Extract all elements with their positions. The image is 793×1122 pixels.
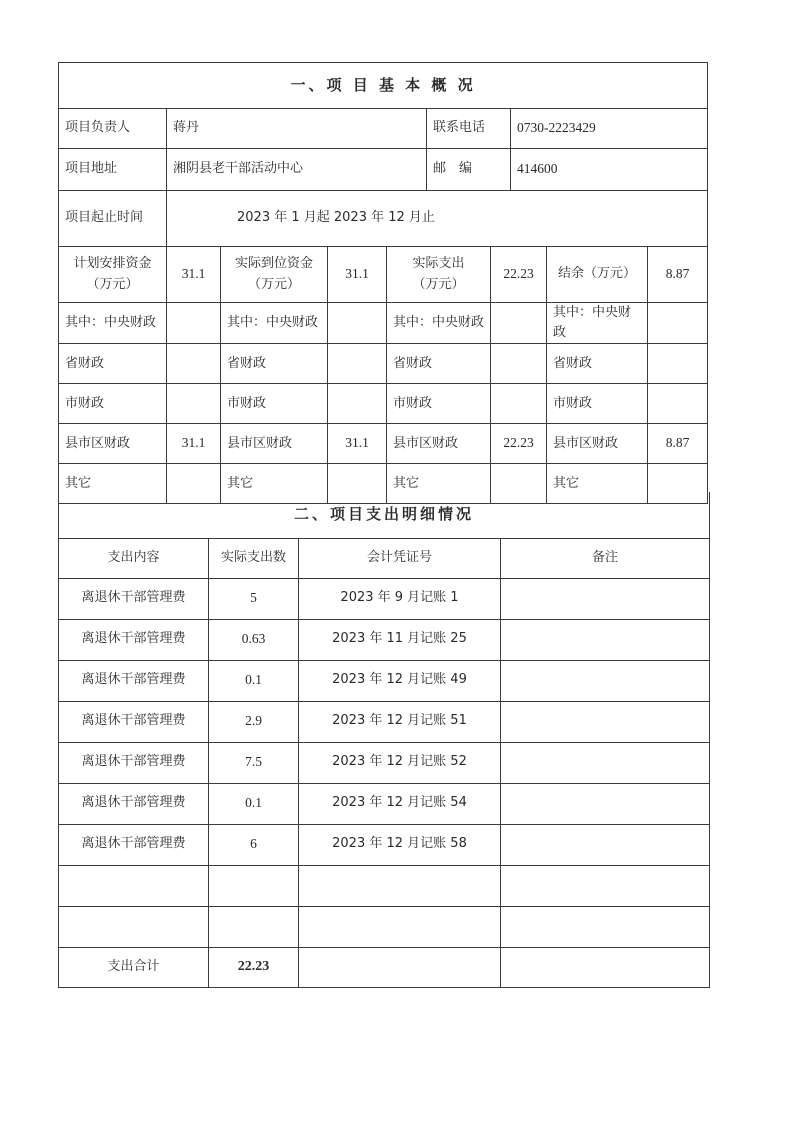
breakdown-arrived	[328, 344, 387, 384]
phone-label: 联系电话	[427, 109, 511, 149]
row-amount	[209, 906, 299, 947]
table-row	[59, 701, 710, 742]
row-amount: 6	[209, 824, 299, 865]
row-voucher: 2023 年 12 月记账 52	[299, 742, 501, 783]
row-content	[59, 906, 209, 947]
planned-funds-label-line1: 计划安排资金	[73, 256, 152, 272]
table-row	[59, 824, 710, 865]
row-content: 离退休干部管理费	[59, 619, 209, 660]
row-amount: 7.5	[209, 742, 299, 783]
breakdown-label: 其它	[59, 464, 167, 504]
breakdown-label: 其它	[387, 464, 491, 504]
breakdown-label: 省财政	[387, 344, 491, 384]
breakdown-label: 省财政	[221, 344, 328, 384]
row-content	[59, 865, 209, 906]
section1-title: 一、项 目 基 本 概 况	[59, 63, 708, 109]
row-voucher: 2023 年 9 月记账 1	[299, 578, 501, 619]
row-amount	[209, 865, 299, 906]
breakdown-label: 市财政	[221, 384, 328, 424]
row-content: 离退休干部管理费	[59, 701, 209, 742]
breakdown-label: 省财政	[547, 344, 648, 384]
breakdown-label: 其中：中央财政	[221, 303, 328, 344]
breakdown-spent	[491, 384, 547, 424]
row-amount: 5	[209, 578, 299, 619]
breakdown-balance: 8.87	[648, 424, 708, 464]
breakdown-label: 市财政	[547, 384, 648, 424]
row-voucher: 2023 年 12 月记账 58	[299, 824, 501, 865]
expenditure-detail-table	[58, 492, 710, 988]
phone-value: 0730-2223429	[511, 109, 708, 149]
zip-label: 邮 编	[427, 149, 511, 191]
table-header-row	[59, 538, 710, 578]
breakdown-balance	[648, 384, 708, 424]
table-row	[59, 865, 710, 906]
breakdown-label: 省财政	[59, 344, 167, 384]
total-label: 支出合计	[59, 947, 209, 987]
row-content: 离退休干部管理费	[59, 660, 209, 701]
row-note	[501, 824, 710, 865]
actual-arrived-label-line2: （万元）	[247, 276, 300, 292]
breakdown-spent	[491, 303, 547, 344]
row-amount: 0.1	[209, 660, 299, 701]
breakdown-label: 县市区财政	[59, 424, 167, 464]
total-value: 22.23	[209, 947, 299, 987]
breakdown-label: 市财政	[59, 384, 167, 424]
breakdown-label: 县市区财政	[387, 424, 491, 464]
breakdown-row	[59, 344, 708, 384]
breakdown-planned	[167, 384, 221, 424]
table-row	[59, 619, 710, 660]
row-amount: 0.63	[209, 619, 299, 660]
breakdown-balance	[648, 344, 708, 384]
row-note	[501, 742, 710, 783]
table-row	[59, 660, 710, 701]
total-voucher-empty	[299, 947, 501, 987]
breakdown-planned	[167, 303, 221, 344]
row-note	[501, 701, 710, 742]
breakdown-spent: 22.23	[491, 424, 547, 464]
header-voucher: 会计凭证号	[299, 538, 501, 578]
row-note	[501, 783, 710, 824]
section2-title: 二、项目支出明细情况	[59, 492, 710, 538]
row-voucher: 2023 年 11 月记账 25	[299, 619, 501, 660]
table-row	[59, 783, 710, 824]
row-note	[501, 578, 710, 619]
header-note: 备注	[501, 538, 710, 578]
row-note	[501, 619, 710, 660]
breakdown-spent	[491, 344, 547, 384]
actual-arrived-label-line1: 实际到位资金	[234, 256, 313, 272]
breakdown-arrived: 31.1	[328, 424, 387, 464]
manager-value: 蒋丹	[167, 109, 427, 149]
row-voucher: 2023 年 12 月记账 54	[299, 783, 501, 824]
row-content: 离退休干部管理费	[59, 742, 209, 783]
breakdown-label: 县市区财政	[221, 424, 328, 464]
actual-spent-label-line2: （万元）	[412, 276, 465, 292]
row-note	[501, 660, 710, 701]
row-content: 离退休干部管理费	[59, 783, 209, 824]
breakdown-label: 市财政	[387, 384, 491, 424]
breakdown-label: 其它	[221, 464, 328, 504]
period-value: 2023 年 1 月起 2023 年 12 月止	[167, 191, 708, 247]
row-content: 离退休干部管理费	[59, 824, 209, 865]
breakdown-planned: 31.1	[167, 424, 221, 464]
row-note	[501, 865, 710, 906]
breakdown-label: 其它	[547, 464, 648, 504]
actual-arrived-value: 31.1	[328, 247, 387, 303]
table-row	[59, 742, 710, 783]
row-voucher	[299, 906, 501, 947]
manager-label: 项目负责人	[59, 109, 167, 149]
actual-spent-label	[387, 247, 491, 303]
actual-arrived-label	[221, 247, 328, 303]
row-amount: 0.1	[209, 783, 299, 824]
balance-value: 8.87	[648, 247, 708, 303]
project-basic-info-table	[58, 62, 708, 504]
total-note-empty	[501, 947, 710, 987]
row-note	[501, 906, 710, 947]
breakdown-row	[59, 384, 708, 424]
breakdown-planned	[167, 344, 221, 384]
address-label: 项目地址	[59, 149, 167, 191]
address-value: 湘阴县老干部活动中心	[167, 149, 427, 191]
balance-label: 结余（万元）	[547, 247, 648, 303]
total-row	[59, 947, 710, 987]
breakdown-row	[59, 424, 708, 464]
header-amount: 实际支出数	[209, 538, 299, 578]
table-row	[59, 578, 710, 619]
breakdown-arrived	[328, 303, 387, 344]
row-content: 离退休干部管理费	[59, 578, 209, 619]
header-content: 支出内容	[59, 538, 209, 578]
actual-spent-value: 22.23	[491, 247, 547, 303]
breakdown-label: 其中：中央财政	[387, 303, 491, 344]
row-amount: 2.9	[209, 701, 299, 742]
planned-funds-value: 31.1	[167, 247, 221, 303]
period-label: 项目起止时间	[59, 191, 167, 247]
table-row	[59, 906, 710, 947]
row-voucher	[299, 865, 501, 906]
row-voucher: 2023 年 12 月记账 51	[299, 701, 501, 742]
row-voucher: 2023 年 12 月记账 49	[299, 660, 501, 701]
breakdown-label: 其中：中央财政	[59, 303, 167, 344]
breakdown-label: 县市区财政	[547, 424, 648, 464]
planned-funds-label-line2: （万元）	[86, 276, 139, 292]
breakdown-balance	[648, 303, 708, 344]
breakdown-row	[59, 303, 708, 344]
actual-spent-label-line1: 实际支出	[412, 256, 465, 272]
zip-value: 414600	[511, 149, 708, 191]
breakdown-label: 其中：中央财政	[547, 303, 648, 344]
planned-funds-label	[59, 247, 167, 303]
breakdown-arrived	[328, 384, 387, 424]
